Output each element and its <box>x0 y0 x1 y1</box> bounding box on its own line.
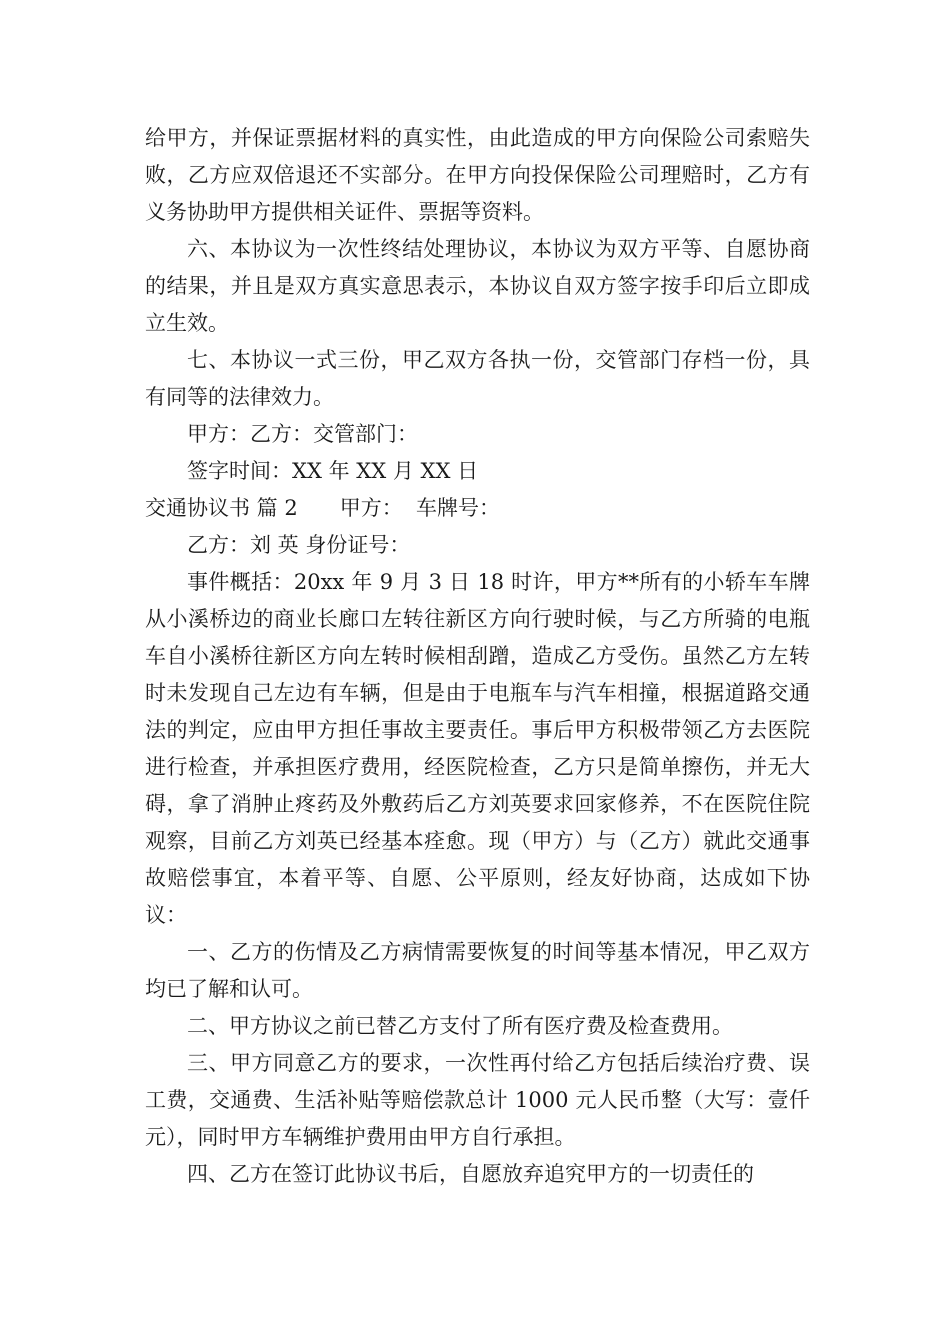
paragraph-continuation: 给甲方，并保证票据材料的真实性，由此造成的甲方向保险公司索赔失败，乙方应双倍退还不实部分。在甲方向投保保险公司理赔时，乙方有义务协助甲方提供相关证件、票据等资料。 <box>145 126 810 224</box>
document-body <box>145 120 810 1193</box>
paragraph-clause-6: 六、本协议为一次性终结处理协议，本协议为双方平等、自愿协商的结果，并且是双方真实意思表示，本协议自双方签字按手印后立即成立生效。 <box>145 237 810 335</box>
signature-parties-line: 甲方：乙方：交管部门： <box>187 422 418 446</box>
paragraph-clause-3: 三、甲方同意乙方的要求，一次性再付给乙方包括后续治疗费、误工费，交通费、生活补贴等赔偿款总计 1000 元人民币整（大写：壹仟元），同时甲方车辆维护费用由甲方自行承担。 <box>145 1051 810 1149</box>
paragraph-clause-1: 一、乙方的伤情及乙方病情需要恢复的时间等基本情况，甲乙双方均已了解和认可。 <box>145 940 810 1001</box>
party-b-line: 乙方：刘 英 身份证号： <box>187 533 411 557</box>
paragraph-clause-4: 四、乙方在签订此协议书后，自愿放弃追究甲方的一切责任的 <box>187 1162 754 1186</box>
signature-date-line: 签字时间：XX 年 XX 月 XX 日 <box>187 459 479 483</box>
paragraph-clause-2: 二、甲方协议之前已替乙方支付了所有医疗费及检查费用。 <box>187 1014 733 1038</box>
section-heading-agreement-2: 交通协议书 篇 2 甲方： 车牌号： <box>145 496 501 520</box>
paragraph-clause-7: 七、本协议一式三份，甲乙双方各执一份，交管部门存档一份，具有同等的法律效力。 <box>145 348 810 409</box>
paragraph-event-summary: 事件概括：20xx 年 9 月 3 日 18 时许，甲方**所有的小轿车车牌从小溪桥边的商业长廊口左转往新区方向行驶时候，与乙方所骑的电瓶车自小溪桥往新区方向左转时候相刮蹭，造成乙方受伤。虽然乙方左转时未发现自己左边有车辆，但是由于电瓶车与汽车相撞，根据道路交通法的判定，应由甲方担任事故主要责任。事后甲方积极带领乙方去医院进行检查，并承担医疗费用，经医院检查，乙方只是简单擦伤，并无大碍，拿了消肿止疼药及外敷药后乙方刘英要求回家修养，不在医院住院观察，目前乙方刘英已经基本痊愈。现（甲方）与（乙方）就此交通事故赔偿事宜，本着平等、自愿、公平原则，经友好协商，达成如下协议： <box>145 570 810 927</box>
